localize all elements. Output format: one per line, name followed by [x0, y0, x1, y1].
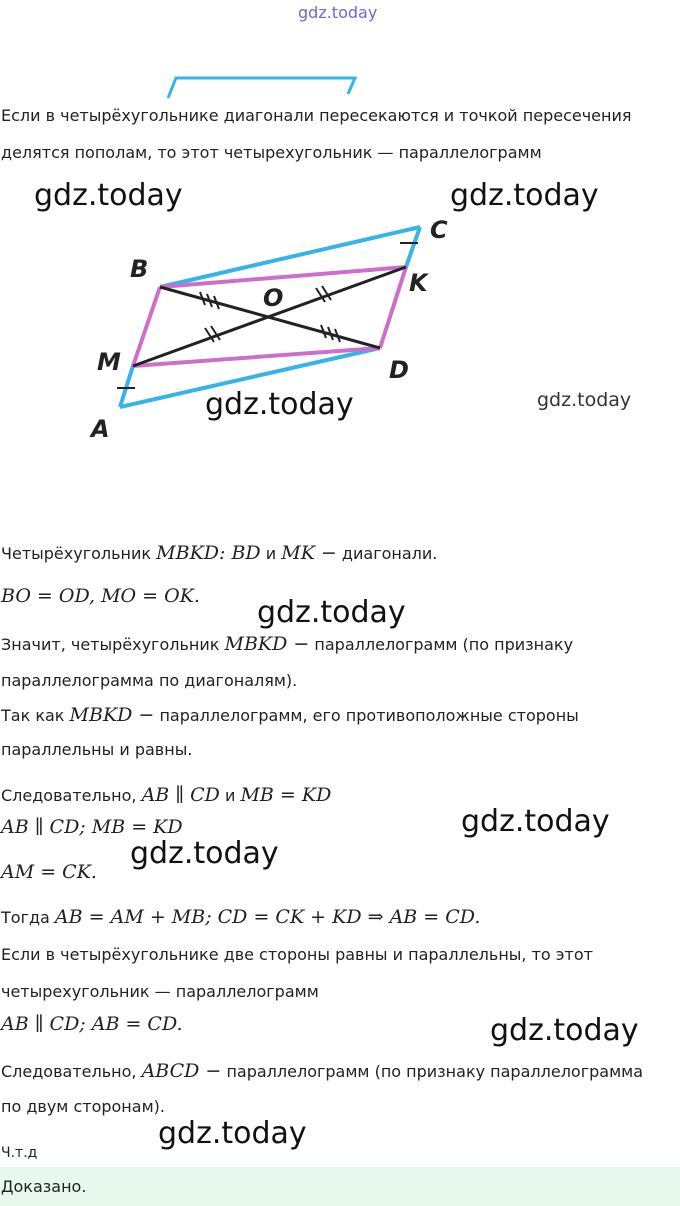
segment-kd — [380, 267, 406, 348]
proved-text: Доказано. — [1, 1177, 87, 1196]
equation-1: BO = OD, MO = OK. — [1, 585, 200, 607]
solution-paragraph-6: Если в четырёхугольнике две стороны равны и параллельны, то этот — [1, 945, 593, 964]
equation-3: AM = CK. — [1, 861, 97, 883]
theorem-line-1: Если в четырёхугольнике диагонали пересекаются и точкой пересечения — [1, 106, 632, 125]
solution-paragraph-6-line-2: четырехугольник — параллелограмм — [1, 982, 319, 1001]
solution-paragraph-4: Следовательно, AB ∥ CD и MB = KD — [1, 784, 332, 806]
watermark: gdz.today — [450, 178, 599, 213]
solution-paragraph-3-line-2: параллельны и равны. — [1, 740, 193, 759]
qed-label: Ч.т.д — [1, 1145, 38, 1161]
watermark: gdz.today — [490, 1013, 639, 1048]
solution-paragraph-1: Четырёхугольник MBKD: BD и MK − диагонали. — [1, 542, 438, 564]
theorem-line-2: делятся пополам, то этот четырехугольник — параллелограмм — [1, 143, 542, 162]
segment-ck — [406, 227, 420, 267]
site-logo[interactable]: gdz.today — [298, 3, 378, 22]
watermark: gdz.today — [130, 836, 279, 871]
proved-box — [0, 1167, 680, 1206]
equation-2: AB ∥ CD; MB = KD — [1, 816, 183, 838]
solution-paragraph-7-line-2: по двум сторонам). — [1, 1097, 165, 1116]
label-b: B — [130, 255, 149, 283]
watermark: gdz.today — [205, 387, 354, 422]
watermark: gdz.today — [537, 389, 632, 411]
segment-mb — [133, 287, 160, 366]
segment-am — [120, 366, 133, 407]
solution-paragraph-2-line-2: параллелограмма по диагоналям). — [1, 671, 298, 690]
label-a: A — [91, 415, 110, 443]
label-o: O — [263, 284, 284, 312]
solution-paragraph-3: Так как MBKD − параллелограмм, его противоположные стороны — [1, 704, 579, 726]
watermark: gdz.today — [257, 595, 406, 630]
label-k: K — [409, 269, 428, 297]
label-d: D — [389, 356, 409, 384]
watermark: gdz.today — [34, 178, 183, 213]
solution-paragraph-7: Следовательно, ABCD − параллелограмм (по признаку параллелограмма — [1, 1060, 644, 1082]
equation-4: AB ∥ CD; AB = CD. — [1, 1013, 183, 1035]
label-m: M — [97, 348, 121, 376]
watermark: gdz.today — [158, 1116, 307, 1151]
solution-paragraph-2: Значит, четырёхугольник MBKD − параллелограмм (по признаку — [1, 633, 574, 655]
label-c: C — [430, 216, 448, 244]
solution-paragraph-5: Тогда AB = AM + MB; CD = CK + KD ⇒ AB = CD. — [1, 906, 481, 928]
watermark: gdz.today — [461, 804, 610, 839]
heading-decoration — [150, 72, 370, 102]
